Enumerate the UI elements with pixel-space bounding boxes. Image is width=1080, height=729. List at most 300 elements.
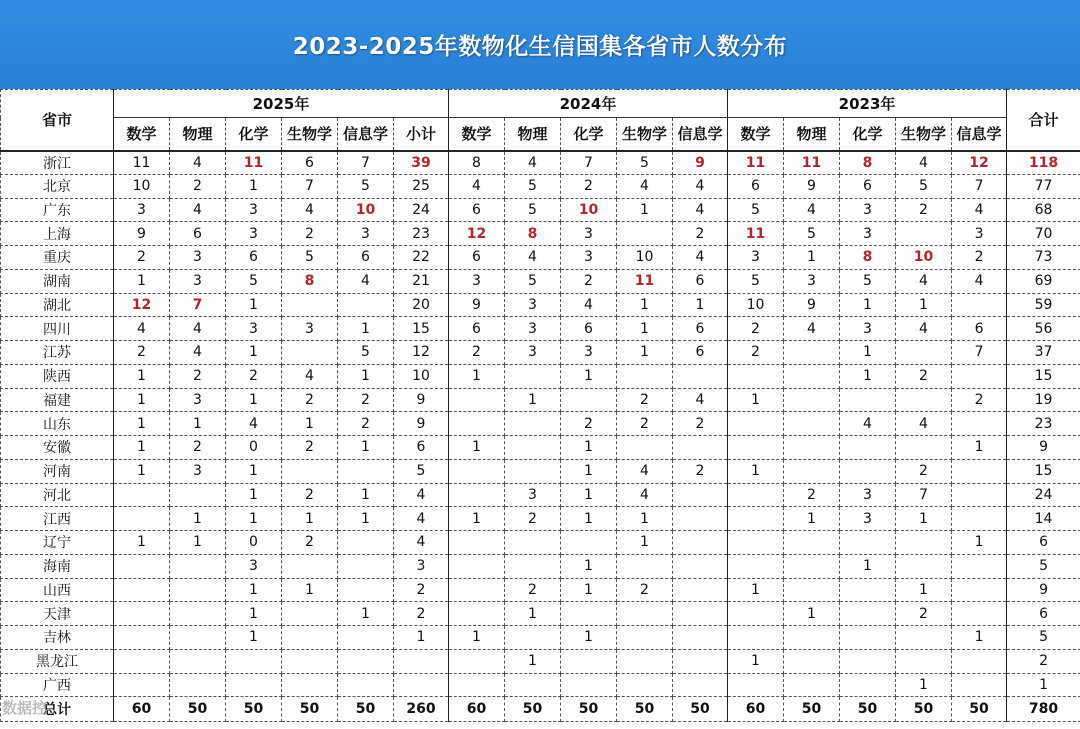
value-cell [449,602,505,626]
value-cell: 1 [226,174,282,198]
value-cell: 50 [170,697,226,722]
header-2023-physics: 物理 [784,118,840,151]
value-cell [449,388,505,412]
province-name: 山西 [1,578,114,602]
value-cell [505,459,561,483]
table-row [1,222,1080,246]
value-cell: 4 [114,317,170,341]
value-cell [728,673,784,697]
value-cell [170,554,226,578]
value-cell: 3 [282,317,338,341]
value-cell: 4 [952,198,1007,222]
value-cell [728,531,784,555]
value-cell: 1 [728,649,784,673]
value-cell [728,483,784,507]
value-cell: 2 [338,388,394,412]
value-cell: 3 [505,341,561,365]
header-2023-informatics: 信息学 [952,118,1007,151]
value-cell: 1 [338,317,394,341]
table-row [1,459,1080,483]
value-cell [338,554,394,578]
header-year-2025: 2025年 [114,90,449,118]
value-cell [673,626,728,650]
value-cell: 6 [673,317,728,341]
value-cell [114,673,170,697]
value-cell: 3 [114,198,170,222]
value-cell [673,436,728,460]
value-cell [561,649,617,673]
province-name: 天津 [1,602,114,626]
table-row [1,649,1080,673]
province-name: 吉林 [1,626,114,650]
value-cell: 5 [617,151,673,175]
table-row [1,317,1080,341]
value-cell: 10 [338,198,394,222]
value-cell: 3 [170,246,226,270]
value-cell [505,436,561,460]
province-name: 上海 [1,222,114,246]
row-total-cell: 15 [1007,459,1080,483]
value-cell: 1 [170,531,226,555]
value-cell: 6 [394,436,449,460]
value-cell: 10 [561,198,617,222]
value-cell: 2 [728,317,784,341]
value-cell: 11 [114,151,170,175]
value-cell: 2 [673,222,728,246]
value-cell: 1 [617,293,673,317]
row-total-cell: 23 [1007,412,1080,436]
value-cell: 3 [561,246,617,270]
value-cell: 4 [170,198,226,222]
value-cell: 2 [394,602,449,626]
value-cell [617,222,673,246]
value-cell: 1 [338,436,394,460]
value-cell: 6 [449,198,505,222]
row-total-cell: 77 [1007,174,1080,198]
value-cell [617,554,673,578]
value-cell: 4 [505,151,561,175]
value-cell: 50 [561,697,617,722]
value-cell [952,578,1007,602]
value-cell: 3 [952,222,1007,246]
value-cell: 2 [617,578,673,602]
value-cell: 2 [784,483,840,507]
value-cell: 9 [784,174,840,198]
value-cell: 1 [226,578,282,602]
province-name: 江苏 [1,341,114,365]
value-cell: 6 [728,174,784,198]
value-cell: 10 [896,246,952,270]
value-cell [617,436,673,460]
value-cell [170,649,226,673]
value-cell: 3 [170,388,226,412]
province-name: 四川 [1,317,114,341]
value-cell: 15 [394,317,449,341]
row-total-cell: 2 [1007,649,1080,673]
value-cell: 12 [449,222,505,246]
province-name: 海南 [1,554,114,578]
value-cell: 60 [728,697,784,722]
row-total-cell: 780 [1007,697,1080,722]
table-row [1,578,1080,602]
value-cell: 2 [673,412,728,436]
value-cell: 1 [617,531,673,555]
value-cell [840,531,896,555]
value-cell: 1 [784,507,840,531]
header-2025-informatics: 信息学 [338,118,394,151]
value-cell: 4 [896,412,952,436]
value-cell: 3 [505,483,561,507]
value-cell: 2 [561,174,617,198]
value-cell: 5 [505,269,561,293]
value-cell [840,388,896,412]
value-cell: 11 [226,151,282,175]
value-cell [896,649,952,673]
value-cell: 11 [728,151,784,175]
value-cell [784,649,840,673]
value-cell: 2 [505,578,561,602]
value-cell [114,578,170,602]
value-cell: 5 [505,174,561,198]
value-cell: 5 [840,269,896,293]
value-cell [338,293,394,317]
value-cell: 2 [226,364,282,388]
value-cell: 11 [728,222,784,246]
value-cell: 8 [449,151,505,175]
value-cell [896,222,952,246]
value-cell [952,459,1007,483]
row-total-cell: 9 [1007,436,1080,460]
value-cell: 2 [952,388,1007,412]
value-cell: 2 [896,198,952,222]
value-cell: 3 [728,246,784,270]
value-cell: 6 [170,222,226,246]
value-cell: 1 [896,673,952,697]
value-cell: 2 [896,459,952,483]
value-cell [840,649,896,673]
value-cell: 2 [282,222,338,246]
value-cell: 1 [784,246,840,270]
row-total-cell: 68 [1007,198,1080,222]
value-cell: 3 [170,269,226,293]
value-cell: 1 [114,531,170,555]
value-cell [952,364,1007,388]
value-cell [673,578,728,602]
value-cell: 50 [505,697,561,722]
distribution-table [0,89,1080,722]
row-total-cell: 5 [1007,626,1080,650]
value-cell: 1 [282,412,338,436]
value-cell: 1 [617,341,673,365]
total-label: 总计 [1,697,114,722]
value-cell: 23 [394,222,449,246]
value-cell: 12 [114,293,170,317]
province-name: 黑龙江 [1,649,114,673]
value-cell [338,531,394,555]
value-cell: 1 [561,459,617,483]
value-cell: 1 [114,459,170,483]
province-name: 福建 [1,388,114,412]
value-cell [952,507,1007,531]
value-cell: 2 [561,412,617,436]
value-cell [840,436,896,460]
value-cell: 4 [784,317,840,341]
value-cell: 1 [449,626,505,650]
province-name: 河北 [1,483,114,507]
value-cell [840,459,896,483]
value-cell: 3 [561,341,617,365]
row-total-cell: 24 [1007,483,1080,507]
value-cell [673,364,728,388]
value-cell: 1 [561,507,617,531]
value-cell: 50 [896,697,952,722]
value-cell [282,602,338,626]
value-cell [784,554,840,578]
value-cell: 10 [617,246,673,270]
value-cell [170,673,226,697]
value-cell [114,602,170,626]
value-cell: 25 [394,174,449,198]
value-cell: 4 [394,531,449,555]
value-cell [449,673,505,697]
value-cell [561,602,617,626]
value-cell: 1 [728,459,784,483]
province-name: 河南 [1,459,114,483]
row-total-cell: 37 [1007,341,1080,365]
value-cell [617,626,673,650]
value-cell: 4 [673,388,728,412]
value-cell: 8 [840,246,896,270]
value-cell [952,673,1007,697]
value-cell: 1 [394,626,449,650]
value-cell [728,626,784,650]
value-cell: 3 [226,317,282,341]
value-cell [282,649,338,673]
value-cell: 1 [617,198,673,222]
value-cell: 11 [617,269,673,293]
row-total-cell: 6 [1007,531,1080,555]
header-2024-chemistry: 化学 [561,118,617,151]
value-cell: 4 [170,341,226,365]
value-cell: 12 [952,151,1007,175]
value-cell: 6 [673,341,728,365]
value-cell: 1 [840,554,896,578]
province-name: 重庆 [1,246,114,270]
value-cell: 4 [282,364,338,388]
row-total-cell: 70 [1007,222,1080,246]
province-name: 辽宁 [1,531,114,555]
value-cell: 1 [449,436,505,460]
value-cell [226,673,282,697]
value-cell: 1 [617,507,673,531]
value-cell: 2 [896,364,952,388]
value-cell: 5 [394,459,449,483]
value-cell: 2 [394,578,449,602]
total-row [1,697,1080,722]
value-cell: 2 [617,388,673,412]
value-cell [673,554,728,578]
value-cell: 4 [673,198,728,222]
row-total-cell: 59 [1007,293,1080,317]
value-cell [338,673,394,697]
value-cell [840,626,896,650]
value-cell: 1 [114,269,170,293]
province-name: 安徽 [1,436,114,460]
header-2025-subtotal: 小计 [394,118,449,151]
value-cell: 1 [449,364,505,388]
value-cell: 9 [394,412,449,436]
value-cell: 2 [282,436,338,460]
header-2024-biology: 生物学 [617,118,673,151]
value-cell: 1 [170,412,226,436]
value-cell: 1 [952,436,1007,460]
value-cell [505,673,561,697]
value-cell: 4 [673,174,728,198]
value-cell [673,531,728,555]
header-total: 合计 [1007,90,1080,151]
value-cell [784,388,840,412]
value-cell [952,412,1007,436]
value-cell: 1 [226,507,282,531]
header-2025-biology: 生物学 [282,118,338,151]
value-cell [617,673,673,697]
value-cell: 4 [282,198,338,222]
value-cell: 2 [282,483,338,507]
value-cell [784,531,840,555]
value-cell [952,483,1007,507]
value-cell [282,554,338,578]
value-cell: 4 [170,317,226,341]
value-cell: 1 [840,341,896,365]
value-cell: 5 [505,198,561,222]
row-total-cell: 14 [1007,507,1080,531]
value-cell: 2 [952,246,1007,270]
value-cell: 8 [282,269,338,293]
value-cell [784,626,840,650]
value-cell: 1 [226,626,282,650]
value-cell: 3 [840,483,896,507]
value-cell: 3 [338,222,394,246]
table-row [1,626,1080,650]
value-cell [840,602,896,626]
value-cell: 4 [896,269,952,293]
value-cell [505,531,561,555]
value-cell [728,412,784,436]
watermark: 数据控 [2,699,48,717]
value-cell [784,364,840,388]
table-row [1,293,1080,317]
value-cell: 60 [114,697,170,722]
value-cell: 2 [282,388,338,412]
value-cell: 5 [728,269,784,293]
value-cell: 4 [338,269,394,293]
table-row [1,436,1080,460]
value-cell: 5 [338,174,394,198]
table-row [1,151,1080,175]
value-cell [226,649,282,673]
header-province: 省市 [1,90,114,151]
value-cell: 7 [561,151,617,175]
value-cell: 3 [505,293,561,317]
value-cell: 6 [282,151,338,175]
value-cell [728,364,784,388]
province-name: 北京 [1,174,114,198]
value-cell [784,578,840,602]
value-cell: 5 [226,269,282,293]
value-cell [673,507,728,531]
value-cell: 1 [896,507,952,531]
value-cell: 4 [784,198,840,222]
value-cell [505,626,561,650]
table-row [1,507,1080,531]
value-cell: 12 [394,341,449,365]
value-cell: 6 [673,269,728,293]
value-cell: 1 [226,293,282,317]
value-cell: 1 [282,507,338,531]
value-cell: 1 [114,364,170,388]
value-cell: 3 [505,317,561,341]
value-cell: 3 [226,222,282,246]
value-cell: 2 [170,174,226,198]
value-cell [114,507,170,531]
value-cell: 3 [840,507,896,531]
province-name: 湖南 [1,269,114,293]
value-cell [170,578,226,602]
value-cell: 4 [952,269,1007,293]
value-cell: 1 [114,436,170,460]
value-cell [394,673,449,697]
value-cell: 2 [673,459,728,483]
value-cell [784,436,840,460]
value-cell: 3 [226,554,282,578]
header-2024-informatics: 信息学 [673,118,728,151]
value-cell: 2 [449,341,505,365]
value-cell: 8 [840,151,896,175]
value-cell: 1 [338,602,394,626]
value-cell: 7 [952,341,1007,365]
table-row [1,483,1080,507]
table-row [1,602,1080,626]
province-name: 湖北 [1,293,114,317]
value-cell: 1 [114,412,170,436]
value-cell: 2 [170,436,226,460]
header-2025-math: 数学 [114,118,170,151]
value-cell [896,626,952,650]
value-cell: 3 [449,269,505,293]
value-cell: 1 [170,507,226,531]
value-cell: 21 [394,269,449,293]
value-cell [673,602,728,626]
table-row [1,246,1080,270]
header-2023-math: 数学 [728,118,784,151]
value-cell: 9 [114,222,170,246]
value-cell: 6 [561,317,617,341]
value-cell: 1 [952,531,1007,555]
value-cell: 4 [449,174,505,198]
value-cell: 60 [449,697,505,722]
value-cell: 1 [114,388,170,412]
value-cell [114,483,170,507]
value-cell: 6 [449,317,505,341]
row-total-cell: 118 [1007,151,1080,175]
row-total-cell: 5 [1007,554,1080,578]
value-cell [338,649,394,673]
value-cell: 1 [338,507,394,531]
value-cell [505,554,561,578]
value-cell: 5 [728,198,784,222]
value-cell [561,388,617,412]
value-cell [282,673,338,697]
